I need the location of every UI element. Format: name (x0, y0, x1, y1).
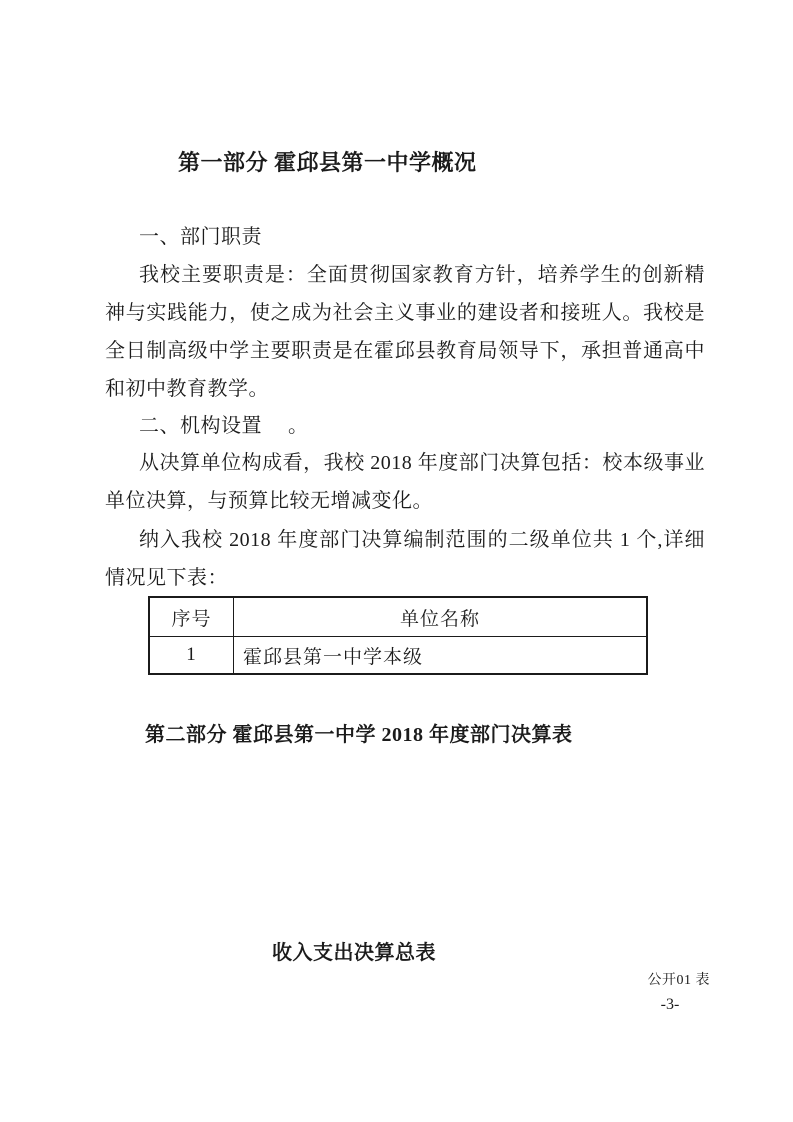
part1-title: 第一部分 霍邱县第一中学概况 (178, 150, 477, 175)
paragraph-department-duties: 我校主要职责是：全面贯彻国家教育方针，培养学生的创新精神与实践能力，使之成为社会主义事业的建设者和接班人。我校是全日制高级中学主要职责是在霍邱县教育局领导下，承担普通高中和初中教育教学。 (105, 264, 705, 400)
page-number: -3- (660, 996, 680, 1013)
section2-heading: 二、机构设置 。 (139, 415, 309, 437)
units-table-cell-serial: 1 (149, 637, 234, 675)
paragraph-secondary-units: 纳入我校 2018 年度部门决算编制范围的二级单位共 1 个,详细情况见下表： (105, 529, 705, 589)
paragraph-final-accounts-composition: 从决算单位构成看，我校 2018 年度部门决算包括：校本级事业单位决算，与预算比较无增减变化。 (105, 452, 705, 512)
units-table-header-serial: 序号 (149, 597, 234, 637)
units-table-header-unit-name: 单位名称 (234, 597, 648, 637)
section1-heading: 一、部门职责 (139, 226, 262, 248)
units-table-header-row (149, 597, 647, 637)
summary-table-title: 收入支出决算总表 (272, 942, 436, 964)
part2-title: 第二部分 霍邱县第一中学 2018 年度部门决算表 (145, 724, 573, 746)
units-table-cell-unit-name: 霍邱县第一中学本级 (234, 637, 648, 675)
table-row (149, 637, 647, 675)
table-code-label: 公开01 表 (647, 973, 710, 988)
units-table (148, 596, 648, 675)
